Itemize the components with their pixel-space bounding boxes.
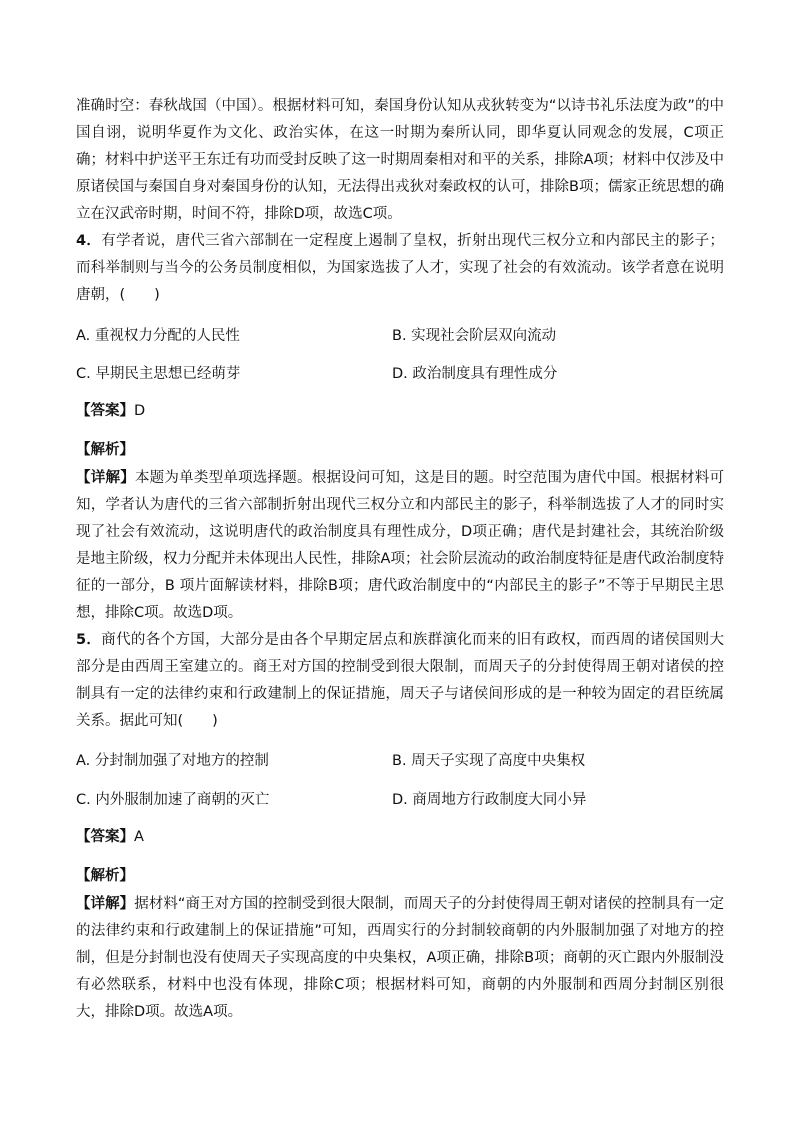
detail-label: 【详解】 bbox=[76, 470, 135, 486]
detail-text: 本题为单类型单项选择题。根据设问可知，这是目的题。时空范围为唐代中国。根据材料可知，学者认为唐代的三省六部制折射出现代三权分立和内部民主的影子，科举制选拔了人才的同时实现了社会有效流动，这说明唐代的政治制度具有理性成分，D项正确；唐代是封建社会，其统治阶级是地主阶级，权力分配并未体现出人民性，排除A项；社会阶层流动的政治制度特征是唐代政治制度特征的一部分，B 项片面解读材料，排除B项；唐代政治制度中的“内部民主的影子”不等于早期民主思想，排除C项。故选D项。 bbox=[76, 470, 725, 621]
question-5-detail bbox=[76, 891, 724, 1026]
question-5-analysis-label: 【解析】 bbox=[76, 868, 134, 884]
question-4-stem bbox=[76, 228, 724, 309]
question-4-number: 4． bbox=[76, 233, 102, 249]
question-4-option-a: A. 重视权力分配的人民性 bbox=[76, 328, 240, 344]
question-4-option-c: C. 早期民主思想已经萌芽 bbox=[76, 366, 241, 382]
question-5-option-a: A. 分封制加强了对地方的控制 bbox=[76, 753, 269, 769]
question-5-text: 商代的各个方国，大部分是由各个早期定居点和族群演化而来的旧有政权，而西周的诸侯国则大部分是由西周王室建立的。商王对方国的控制受到很大限制，而周天子的分封使得周王朝对诸侯的控制具有一定的法律约束和行政建制上的保证措施，周天子与诸侯间形成的是一种较为固定的君臣统属关系。据此可知( ) bbox=[76, 632, 724, 729]
question-4-text: 有学者说，唐代三省六部制在一定程度上遏制了皇权，折射出现代三权分立和内部民主的影子；而科举制则与当今的公务员制度相似，为国家选拔了人才，实现了社会的有效流动。该学者意在说明唐朝，( ) bbox=[76, 233, 724, 303]
question-4-option-d: D. 政治制度具有理性成分 bbox=[392, 366, 558, 382]
detail-text: 据材料“商王对方国的控制受到很大限制，而周天子的分封使得周王朝对诸侯的控制具有一定的法律约束和行政建制上的保证措施”可知，西周实行的分封制较商朝的内外服制加强了对地方的控制，但是分封制也没有使周天子实现高度的中央集权，A项正确，排除B项；商朝的灭亡跟内外服制没有必然联系，材料中也没有体现，排除C项；根据材料可知，商朝的内外服制和西周分封制区别很大，排除D项。故选A项。 bbox=[76, 896, 725, 1020]
detail-label: 【详解】 bbox=[76, 896, 135, 912]
answer-label: 【答案】 bbox=[76, 403, 134, 419]
prev-question-analysis: 准确时空：春秋战国（中国）。根据材料可知，秦国身份认知从戎狄转变为“以诗书礼乐法度为政”的中国自诩，说明华夏作为文化、政治实体，在这一时期为秦所认同，即华夏认同观念的发展，C项正确；材料中护送平王东迁有功而受封反映了这一时期周秦相对和平的关系，排除A项；材料中仅涉及中原诸侯国与秦国自身对秦国身份的认知，无法得出戎狄对秦政权的认可，排除B项；儒家正统思想的确立在汉武帝时期，时间不符，排除D项，故选C项。 bbox=[76, 98, 724, 222]
question-5-answer bbox=[76, 824, 144, 851]
question-5-option-d: D. 商周地方行政制度大同小异 bbox=[392, 792, 587, 808]
question-4-analysis-label: 【解析】 bbox=[76, 442, 134, 458]
question-4-detail bbox=[76, 465, 724, 627]
answer-value: A bbox=[134, 829, 144, 845]
question-4-option-b: B. 实现社会阶层双向流动 bbox=[392, 328, 557, 344]
question-5-number: 5． bbox=[76, 632, 102, 648]
answer-label: 【答案】 bbox=[76, 829, 134, 845]
question-5-option-b: B. 周天子实现了高度中央集权 bbox=[392, 753, 586, 769]
question-5-stem bbox=[76, 627, 724, 735]
answer-value: D bbox=[134, 403, 146, 419]
question-5-option-c: C. 内外服制加速了商朝的灭亡 bbox=[76, 792, 270, 808]
question-4-answer bbox=[76, 398, 145, 425]
